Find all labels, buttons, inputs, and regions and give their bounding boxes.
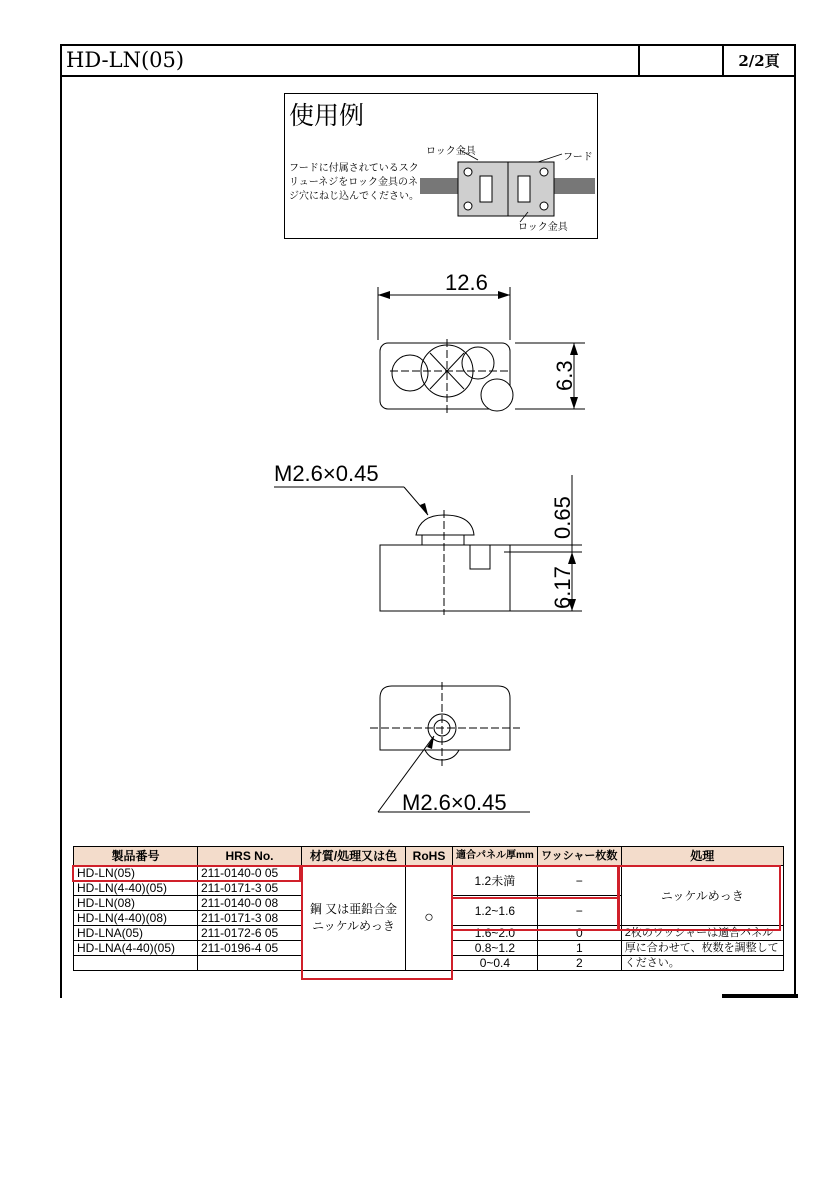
highlight-divider bbox=[451, 897, 619, 899]
highlight-material-rohs bbox=[301, 865, 453, 980]
treatment-note-2: 厚に合わせて、枚数を調整して bbox=[621, 941, 783, 956]
frame-tick bbox=[60, 976, 62, 998]
empty-cell bbox=[74, 956, 198, 971]
height-dimension: 6.3 bbox=[552, 360, 577, 391]
usage-title: 使用例 bbox=[289, 101, 365, 130]
page-number: 2/2頁 bbox=[738, 52, 780, 70]
product-name: HD-LN(4-40)(08) bbox=[74, 911, 198, 926]
empty-cell bbox=[198, 956, 302, 971]
side-view-drawing bbox=[272, 455, 602, 635]
hrs-number: 211-0196-4 05 bbox=[198, 941, 302, 956]
header-hrs: HRS No. bbox=[198, 847, 302, 866]
washer-cell: 2 bbox=[537, 956, 621, 971]
product-name: HD-LN(05) bbox=[74, 866, 198, 881]
washer-cell: 0 bbox=[537, 926, 621, 941]
usage-description: フードに付属されているスクリューネジをロック金具のネジ穴にねじ込んでください。 bbox=[289, 163, 419, 202]
header-treatment: 処理 bbox=[621, 847, 783, 866]
treatment-note-1: 2枚のワッシャーは適合パネル bbox=[621, 926, 783, 941]
panel-cell: 0~0.4 bbox=[453, 956, 538, 971]
header-product: 製品番号 bbox=[74, 847, 198, 866]
label-lock-top: ロック金具 bbox=[426, 146, 476, 157]
hrs-number: 211-0140-0 05 bbox=[198, 866, 302, 881]
product-name: HD-LNA(05) bbox=[74, 926, 198, 941]
highlight-treatment bbox=[618, 865, 781, 931]
panel-cell: 1.2未満 bbox=[453, 866, 538, 896]
header-material: 材質/処理又は色 bbox=[302, 847, 406, 866]
panel-cell: 1.2~1.6 bbox=[453, 896, 538, 926]
hrs-number: 211-0171-3 08 bbox=[198, 911, 302, 926]
width-dimension: 12.6 bbox=[445, 270, 488, 295]
title-divider bbox=[638, 44, 640, 77]
treatment-nickel-cell: ニッケルめっき bbox=[621, 866, 783, 926]
hrs-number: 211-0171-3 05 bbox=[198, 881, 302, 896]
header-rohs: RoHS bbox=[406, 847, 453, 866]
highlight-current-product bbox=[72, 865, 301, 882]
connector-illustration bbox=[420, 150, 595, 230]
bottom-view-drawing bbox=[370, 680, 540, 820]
material-line-1: 鋼 又は亜鉛合金 bbox=[309, 902, 398, 916]
washer-cell: − bbox=[537, 866, 621, 896]
hrs-number: 211-0140-0 08 bbox=[198, 896, 302, 911]
body-dimension: 6.17 bbox=[550, 566, 575, 609]
product-name: HD-LNA(4-40)(05) bbox=[74, 941, 198, 956]
product-name: HD-LN(4-40)(05) bbox=[74, 881, 198, 896]
thread-label-bottom: M2.6×0.45 bbox=[402, 790, 507, 815]
document-title: HD-LN(05) bbox=[66, 48, 185, 72]
panel-cell: 1.6~2.0 bbox=[453, 926, 538, 941]
rohs-cell: ○ bbox=[406, 866, 453, 971]
material-line-2: ニッケルめっき bbox=[312, 919, 395, 933]
title-divider bbox=[722, 44, 724, 77]
washer-cell: − bbox=[537, 896, 621, 926]
header-washer: ワッシャー枚数 bbox=[537, 847, 621, 866]
header-panel: 適合パネル厚mm bbox=[453, 847, 538, 866]
table-header-row bbox=[74, 847, 784, 866]
hrs-number: 211-0172-6 05 bbox=[198, 926, 302, 941]
top-view-drawing bbox=[360, 265, 600, 425]
product-name: HD-LN(08) bbox=[74, 896, 198, 911]
washer-cell: 1 bbox=[537, 941, 621, 956]
treatment-note-3: ください。 bbox=[621, 956, 783, 971]
thread-label-side: M2.6×0.45 bbox=[274, 461, 379, 486]
bottom-bar bbox=[722, 994, 798, 998]
label-hood: フード bbox=[563, 152, 593, 163]
small-dimension: 0.65 bbox=[550, 496, 575, 539]
label-lock-bottom: ロック金具 bbox=[518, 222, 568, 233]
panel-cell: 0.8~1.2 bbox=[453, 941, 538, 956]
